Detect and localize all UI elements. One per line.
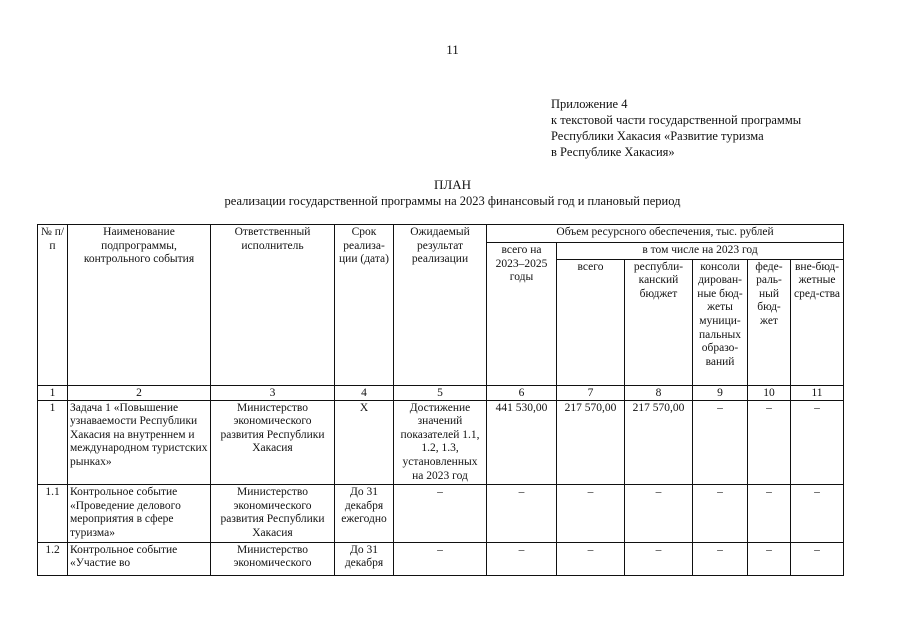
row-num: 1 [38, 400, 68, 485]
row-republic: 217 570,00 [625, 400, 693, 485]
header-republic: республи-канский бюджет [625, 259, 693, 385]
table-row [38, 485, 844, 542]
row-municipal: – [693, 485, 748, 542]
row-num: 1.2 [38, 542, 68, 575]
row-responsible: Министерство экономического развития Республики Хакасия [211, 400, 335, 485]
row-total-period: – [487, 485, 557, 542]
header-funding: Объем ресурсного обеспечения, тыс. рублей [487, 225, 844, 243]
row-total: – [557, 485, 625, 542]
header-deadline: Срок реализа-ции (дата) [335, 225, 394, 386]
row-deadline [335, 542, 394, 575]
appendix-note [551, 96, 801, 160]
header-federal: феде-раль-ный бюд-жет [748, 259, 791, 385]
document-title: ПЛАН [434, 177, 471, 192]
row-federal: – [748, 400, 791, 485]
row-responsible [211, 542, 335, 575]
appendix-line-3: Республики Хакасия «Развитие туризма [551, 129, 764, 143]
column-number: 9 [693, 385, 748, 400]
row-result: – [394, 542, 487, 575]
row-municipal: – [693, 542, 748, 575]
row-responsible-text: Министерство экономического [233, 543, 312, 570]
row-federal: – [748, 485, 791, 542]
column-number: 6 [487, 385, 557, 400]
row-responsible: Министерство экономического развития Республики Хакасия [211, 485, 335, 542]
row-federal: – [748, 542, 791, 575]
appendix-line-2: к текстовой части государственной программы [551, 113, 802, 127]
column-number: 1 [38, 385, 68, 400]
row-offbudget: – [791, 485, 844, 542]
table-row [38, 542, 844, 575]
row-offbudget: – [791, 542, 844, 575]
row-deadline-text: До 31 декабря [344, 543, 384, 570]
column-number: 2 [68, 385, 211, 400]
row-total-period: – [487, 542, 557, 575]
header-incl-2023: в том числе на 2023 год [557, 243, 844, 260]
table-row [38, 400, 844, 485]
row-name: Задача 1 «Повышение узнаваемости Республики Хакасия на внутреннем и международном туристских рынках» [68, 400, 211, 485]
header-result: Ожидаемый результат реализации [394, 225, 487, 386]
row-total: 217 570,00 [557, 400, 625, 485]
row-total-period: 441 530,00 [487, 400, 557, 485]
header-total: всего [557, 259, 625, 385]
row-result: Достижение значений показателей 1.1, 1.2, 1.3, установленных на 2023 год [394, 400, 487, 485]
column-number: 8 [625, 385, 693, 400]
appendix-line-4: в Республике Хакасия» [551, 145, 675, 159]
row-republic: – [625, 485, 693, 542]
row-deadline: До 31 декабря ежегодно [335, 485, 394, 542]
row-name [68, 542, 211, 575]
row-deadline: Х [335, 400, 394, 485]
page-number: 11 [446, 42, 459, 57]
column-number: 7 [557, 385, 625, 400]
header-offbudget: вне-бюд-жетные сред-ства [791, 259, 844, 385]
column-number: 5 [394, 385, 487, 400]
header-total-period: всего на 2023–2025 годы [487, 243, 557, 386]
header-name: Наименование подпрограммы, контрольного события [68, 225, 211, 386]
document-subtitle: реализации государственной программы на 2023 финансовый год и плановый период [224, 194, 681, 208]
header-num: № п/п [38, 225, 68, 386]
row-name: Контрольное событие «Проведение делового мероприятия в сфере туризма» [68, 485, 211, 542]
row-total: – [557, 542, 625, 575]
plan-table [37, 224, 844, 576]
header-responsible: Ответственный исполнитель [211, 225, 335, 386]
column-number: 10 [748, 385, 791, 400]
row-municipal: – [693, 400, 748, 485]
row-result: – [394, 485, 487, 542]
header-municipal: консоли дирован-ные бюд-жеты муници-пальных образо-ваний [693, 259, 748, 385]
row-name-text: Контрольное событие «Участие во [70, 543, 178, 570]
row-republic: – [625, 542, 693, 575]
row-num: 1.1 [38, 485, 68, 542]
appendix-line-1: Приложение 4 [551, 97, 628, 111]
column-number: 4 [335, 385, 394, 400]
column-number: 11 [791, 385, 844, 400]
row-offbudget: – [791, 400, 844, 485]
column-numbers-row [38, 385, 844, 400]
column-number: 3 [211, 385, 335, 400]
